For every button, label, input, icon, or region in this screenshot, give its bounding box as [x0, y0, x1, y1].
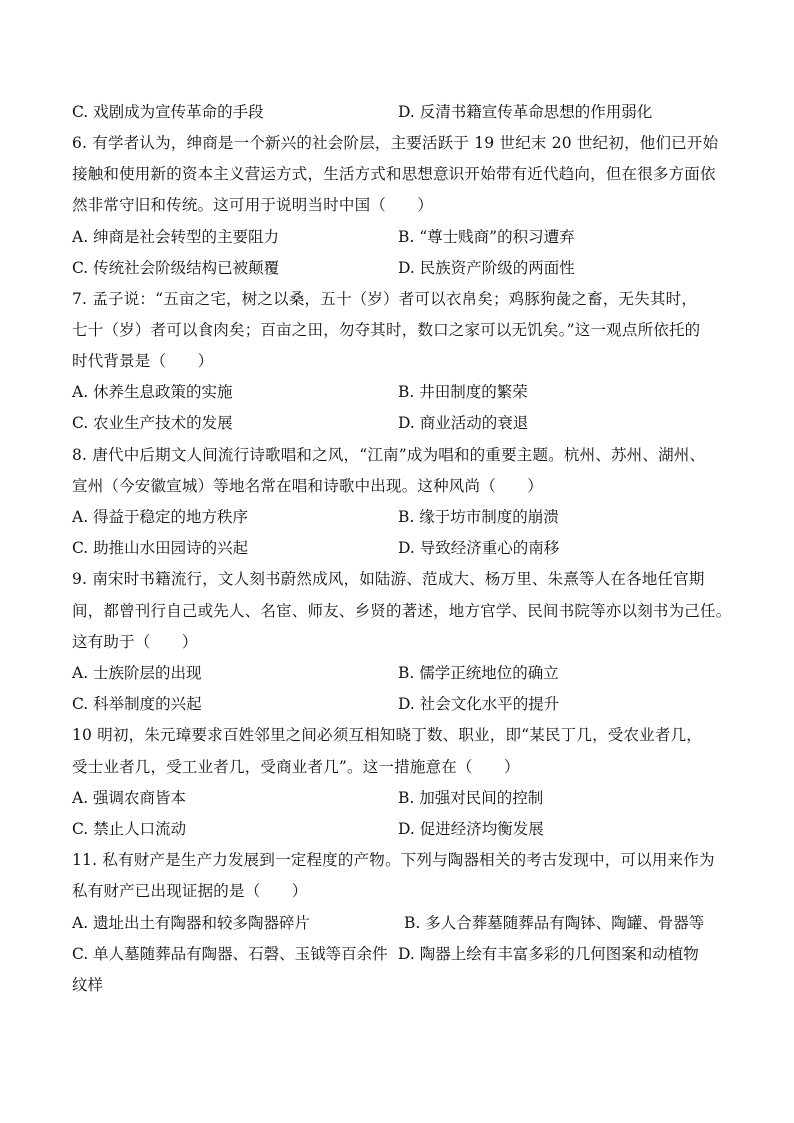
- q11-stem-line-1: 11. 私有财产是生产力发展到一定程度的产物。下列与陶器相关的考古发现中，可以用来作为: [72, 851, 715, 869]
- q10-stem-line-2: 受士业者几，受工业者几，受商业者几”。这一措施意在（ ）: [72, 758, 520, 776]
- q10-option-b: B. 加强对民间的控制: [398, 789, 544, 807]
- q6-option-d: D. 民族资产阶级的两面性: [398, 259, 575, 277]
- q8-stem-line-2: 宣州（今安徽宣城）等地名常在唱和诗歌中出现。这种风尚（ ）: [72, 477, 544, 495]
- q6-option-a: A. 绅商是社会转型的主要阻力: [72, 228, 280, 246]
- q10-option-d: D. 促进经济均衡发展: [398, 820, 544, 838]
- q8-option-c: C. 助推山水田园诗的兴起: [72, 539, 249, 557]
- q6-option-b: B. “尊士贱商”的积习遭弃: [398, 228, 575, 246]
- q7-option-b: B. 井田制度的繁荣: [398, 383, 528, 401]
- q7-stem-line-1: 7. 孟子说：“五亩之宅，树之以桑，五十（岁）者可以衣帛矣；鸡豚狗彘之畜，无失其时，: [72, 290, 698, 308]
- q8-stem-line-1: 8. 唐代中后期文人间流行诗歌唱和之风，“江南”成为唱和的重要主题。杭州、苏州、湖州、: [72, 446, 706, 464]
- q10-option-c: C. 禁止人口流动: [72, 820, 187, 838]
- q9-stem-line-1: 9. 南宋时书籍流行，文人刻书蔚然成风，如陆游、范成大、杨万里、朱熹等人在各地任官期: [72, 570, 705, 588]
- q6-stem-line-2: 接触和使用新的资本主义营运方式，生活方式和思想意识开始带有近代趋向，但在很多方面依: [72, 165, 716, 183]
- q9-option-a: A. 士族阶层的出现: [72, 664, 202, 682]
- q11-option-c: C. 单人墓随葬品有陶器、石磬、玉钺等百余件: [72, 945, 388, 963]
- q10-option-a: A. 强调农商皆本: [72, 789, 187, 807]
- q9-option-c: C. 科举制度的兴起: [72, 695, 202, 713]
- q5-option-d: D. 反清书籍宣传革命思想的作用弱化: [398, 103, 653, 121]
- q9-option-b: B. 儒学正统地位的确立: [398, 664, 559, 682]
- q5-option-c: C. 戏剧成为宣传革命的手段: [72, 103, 264, 121]
- q11-option-a: A. 遗址出土有陶器和较多陶器碎片: [72, 914, 311, 932]
- q6-stem-line-1: 6. 有学者认为，绅商是一个新兴的社会阶层，主要活跃于 19 世纪末 20 世纪初，他们已开始: [72, 134, 719, 152]
- q8-option-d: D. 导致经济重心的南移: [398, 539, 560, 557]
- q10-stem-line-1: 10 明初，朱元璋要求百姓邻里之间必须互相知晓丁数、职业，即“某民丁几，受农业者几，: [72, 726, 702, 744]
- q7-option-c: C. 农业生产技术的发展: [72, 414, 233, 432]
- q6-stem-line-3: 然非常守旧和传统。这可用于说明当时中国（ ）: [72, 196, 434, 214]
- q11-option-d-continuation: 纹样: [72, 976, 104, 994]
- q8-option-b: B. 缘于坊市制度的崩溃: [398, 508, 559, 526]
- q9-stem-line-3: 这有助于（ ）: [72, 633, 198, 651]
- q9-option-d: D. 社会文化水平的提升: [398, 695, 560, 713]
- q11-option-b: B. 多人合葬墓随葬品有陶钵、陶罐、骨器等: [404, 914, 705, 932]
- q11-stem-line-2: 私有财产已出现证据的是（ ）: [72, 882, 308, 900]
- q9-stem-line-2: 间，都曾刊行自己或先人、名宦、师友、乡贤的著述，地方官学、民间书院等亦以刻书为己任。: [72, 602, 732, 620]
- q7-stem-line-3: 时代背景是（ ）: [72, 352, 214, 370]
- q8-option-a: A. 得益于稳定的地方秩序: [72, 508, 249, 526]
- q7-option-a: A. 休养生息政策的实施: [72, 383, 233, 401]
- q7-option-d: D. 商业活动的衰退: [398, 414, 529, 432]
- q6-option-c: C. 传统社会阶级结构已被颠覆: [72, 259, 280, 277]
- q7-stem-line-2: 七十（岁）者可以食肉矣；百亩之田，勿夺其时，数口之家可以无饥矣。”这一观点所依托的: [72, 321, 701, 339]
- q11-option-d: D. 陶器上绘有丰富多彩的几何图案和动植物: [398, 945, 699, 963]
